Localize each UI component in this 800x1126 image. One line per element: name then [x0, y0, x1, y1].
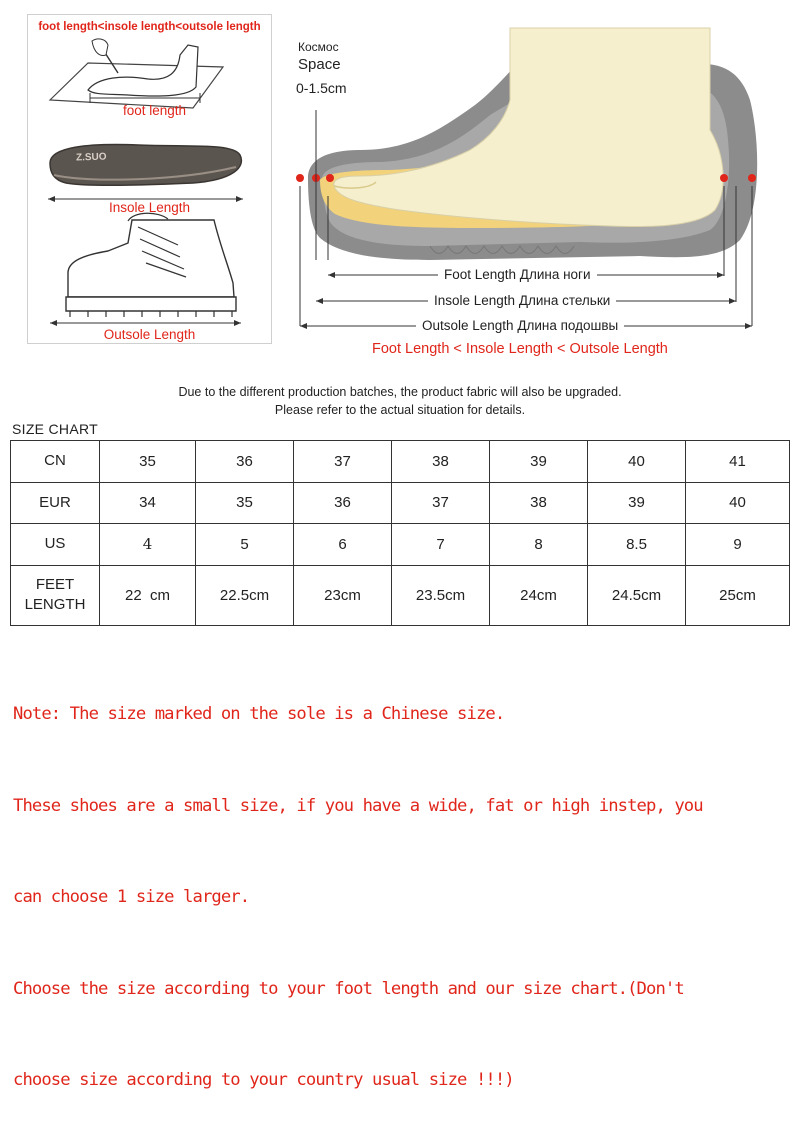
- foot-length-label: foot length: [122, 103, 187, 118]
- insole-brand-text: Z.SUO: [75, 151, 107, 164]
- row-label-line: LENGTH: [24, 596, 86, 614]
- row-label-us: US: [11, 524, 100, 566]
- space-label-ru: Космос: [298, 40, 339, 54]
- size-cell: 39: [490, 441, 588, 483]
- size-cell: 37: [392, 482, 490, 524]
- note-line: Note: The size marked on the sole is a Chinese size.: [13, 704, 505, 724]
- size-cell: 6: [294, 524, 392, 566]
- sizing-notes: [13, 638, 793, 1126]
- size-cell: 25cm: [686, 565, 790, 625]
- note-line: can choose 1 size larger.: [13, 887, 250, 907]
- length-comparison-note: Foot Length < Insole Length < Outsole Length: [372, 341, 668, 357]
- size-cell: 8.5: [588, 524, 686, 566]
- note-line: These shoes are a small size, if you have a wide, fat or high instep, you: [13, 795, 703, 816]
- size-cell: 39: [588, 482, 686, 524]
- size-cell: 9: [686, 524, 790, 566]
- space-range-label: 0-1.5cm: [296, 80, 347, 96]
- size-cell: 23.5cm: [392, 565, 490, 625]
- size-cell: 40: [588, 441, 686, 483]
- insole-length-label: Insole Length: [108, 200, 191, 215]
- measurement-illustrations: [28, 15, 271, 343]
- size-cell: 40: [686, 482, 790, 524]
- foot-measure-illustration: [50, 39, 223, 108]
- size-cell: 37: [294, 441, 392, 483]
- row-label-feet-length: [11, 565, 100, 625]
- space-label-en: Space: [298, 56, 341, 73]
- shoe-length-diagram: [280, 10, 790, 372]
- size-cell: 22.5cm: [196, 565, 294, 625]
- size-cell: 8: [490, 524, 588, 566]
- size-cell: 24.5cm: [588, 565, 686, 625]
- table-row: [11, 482, 790, 524]
- table-row: [11, 441, 790, 483]
- table-row: [11, 524, 790, 566]
- size-chart-table: [10, 440, 790, 626]
- panel-header: foot length<insole length<outsole length: [38, 21, 261, 33]
- row-label-eur: EUR: [11, 482, 100, 524]
- size-cell: 34: [100, 482, 196, 524]
- size-cell: 7: [392, 524, 490, 566]
- size-cell: 36: [294, 482, 392, 524]
- marker-outsole-toe: [296, 174, 304, 182]
- size-cell: 38: [392, 441, 490, 483]
- notice-line-2: Please refer to the actual situation for details.: [274, 403, 526, 417]
- marker-outsole-heel: [748, 174, 756, 182]
- table-row: [11, 565, 790, 625]
- size-cell: 41: [686, 441, 790, 483]
- row-label-line: FEET: [35, 576, 75, 594]
- marker-foot-heel: [720, 174, 728, 182]
- size-cell: 5: [196, 524, 294, 566]
- size-cell: 35: [100, 441, 196, 483]
- insole-length-dimension-label: Insole Length Длина стельки: [428, 293, 616, 308]
- foot-length-dimension-label: Foot Length Длина ноги: [438, 267, 597, 282]
- size-cell: 4: [100, 524, 196, 566]
- outsole-length-label: Outsole Length: [103, 327, 196, 342]
- size-chart-title: SIZE CHART: [12, 421, 98, 437]
- size-cell: 22 cm: [100, 565, 196, 625]
- row-label-cn: CN: [11, 441, 100, 483]
- foot-shape: [334, 28, 723, 227]
- production-notice: [0, 383, 800, 419]
- marker-foot-toe: [326, 174, 334, 182]
- note-line: Choose the size according to your foot length and our size chart.(Don't: [13, 978, 684, 999]
- note-line: choose size according to your country usual size !!!): [13, 1070, 514, 1090]
- size-cell: 23cm: [294, 565, 392, 625]
- size-cell: 35: [196, 482, 294, 524]
- size-cell: 38: [490, 482, 588, 524]
- measurement-guide-panel: [27, 14, 272, 344]
- boot-illustration: [50, 213, 241, 326]
- size-cell: 36: [196, 441, 294, 483]
- notice-line-1: Due to the different production batches, the product fabric will also be upgraded.: [178, 385, 622, 399]
- outsole-length-dimension-label: Outsole Length Длина подошвы: [416, 318, 624, 333]
- size-cell: 24cm: [490, 565, 588, 625]
